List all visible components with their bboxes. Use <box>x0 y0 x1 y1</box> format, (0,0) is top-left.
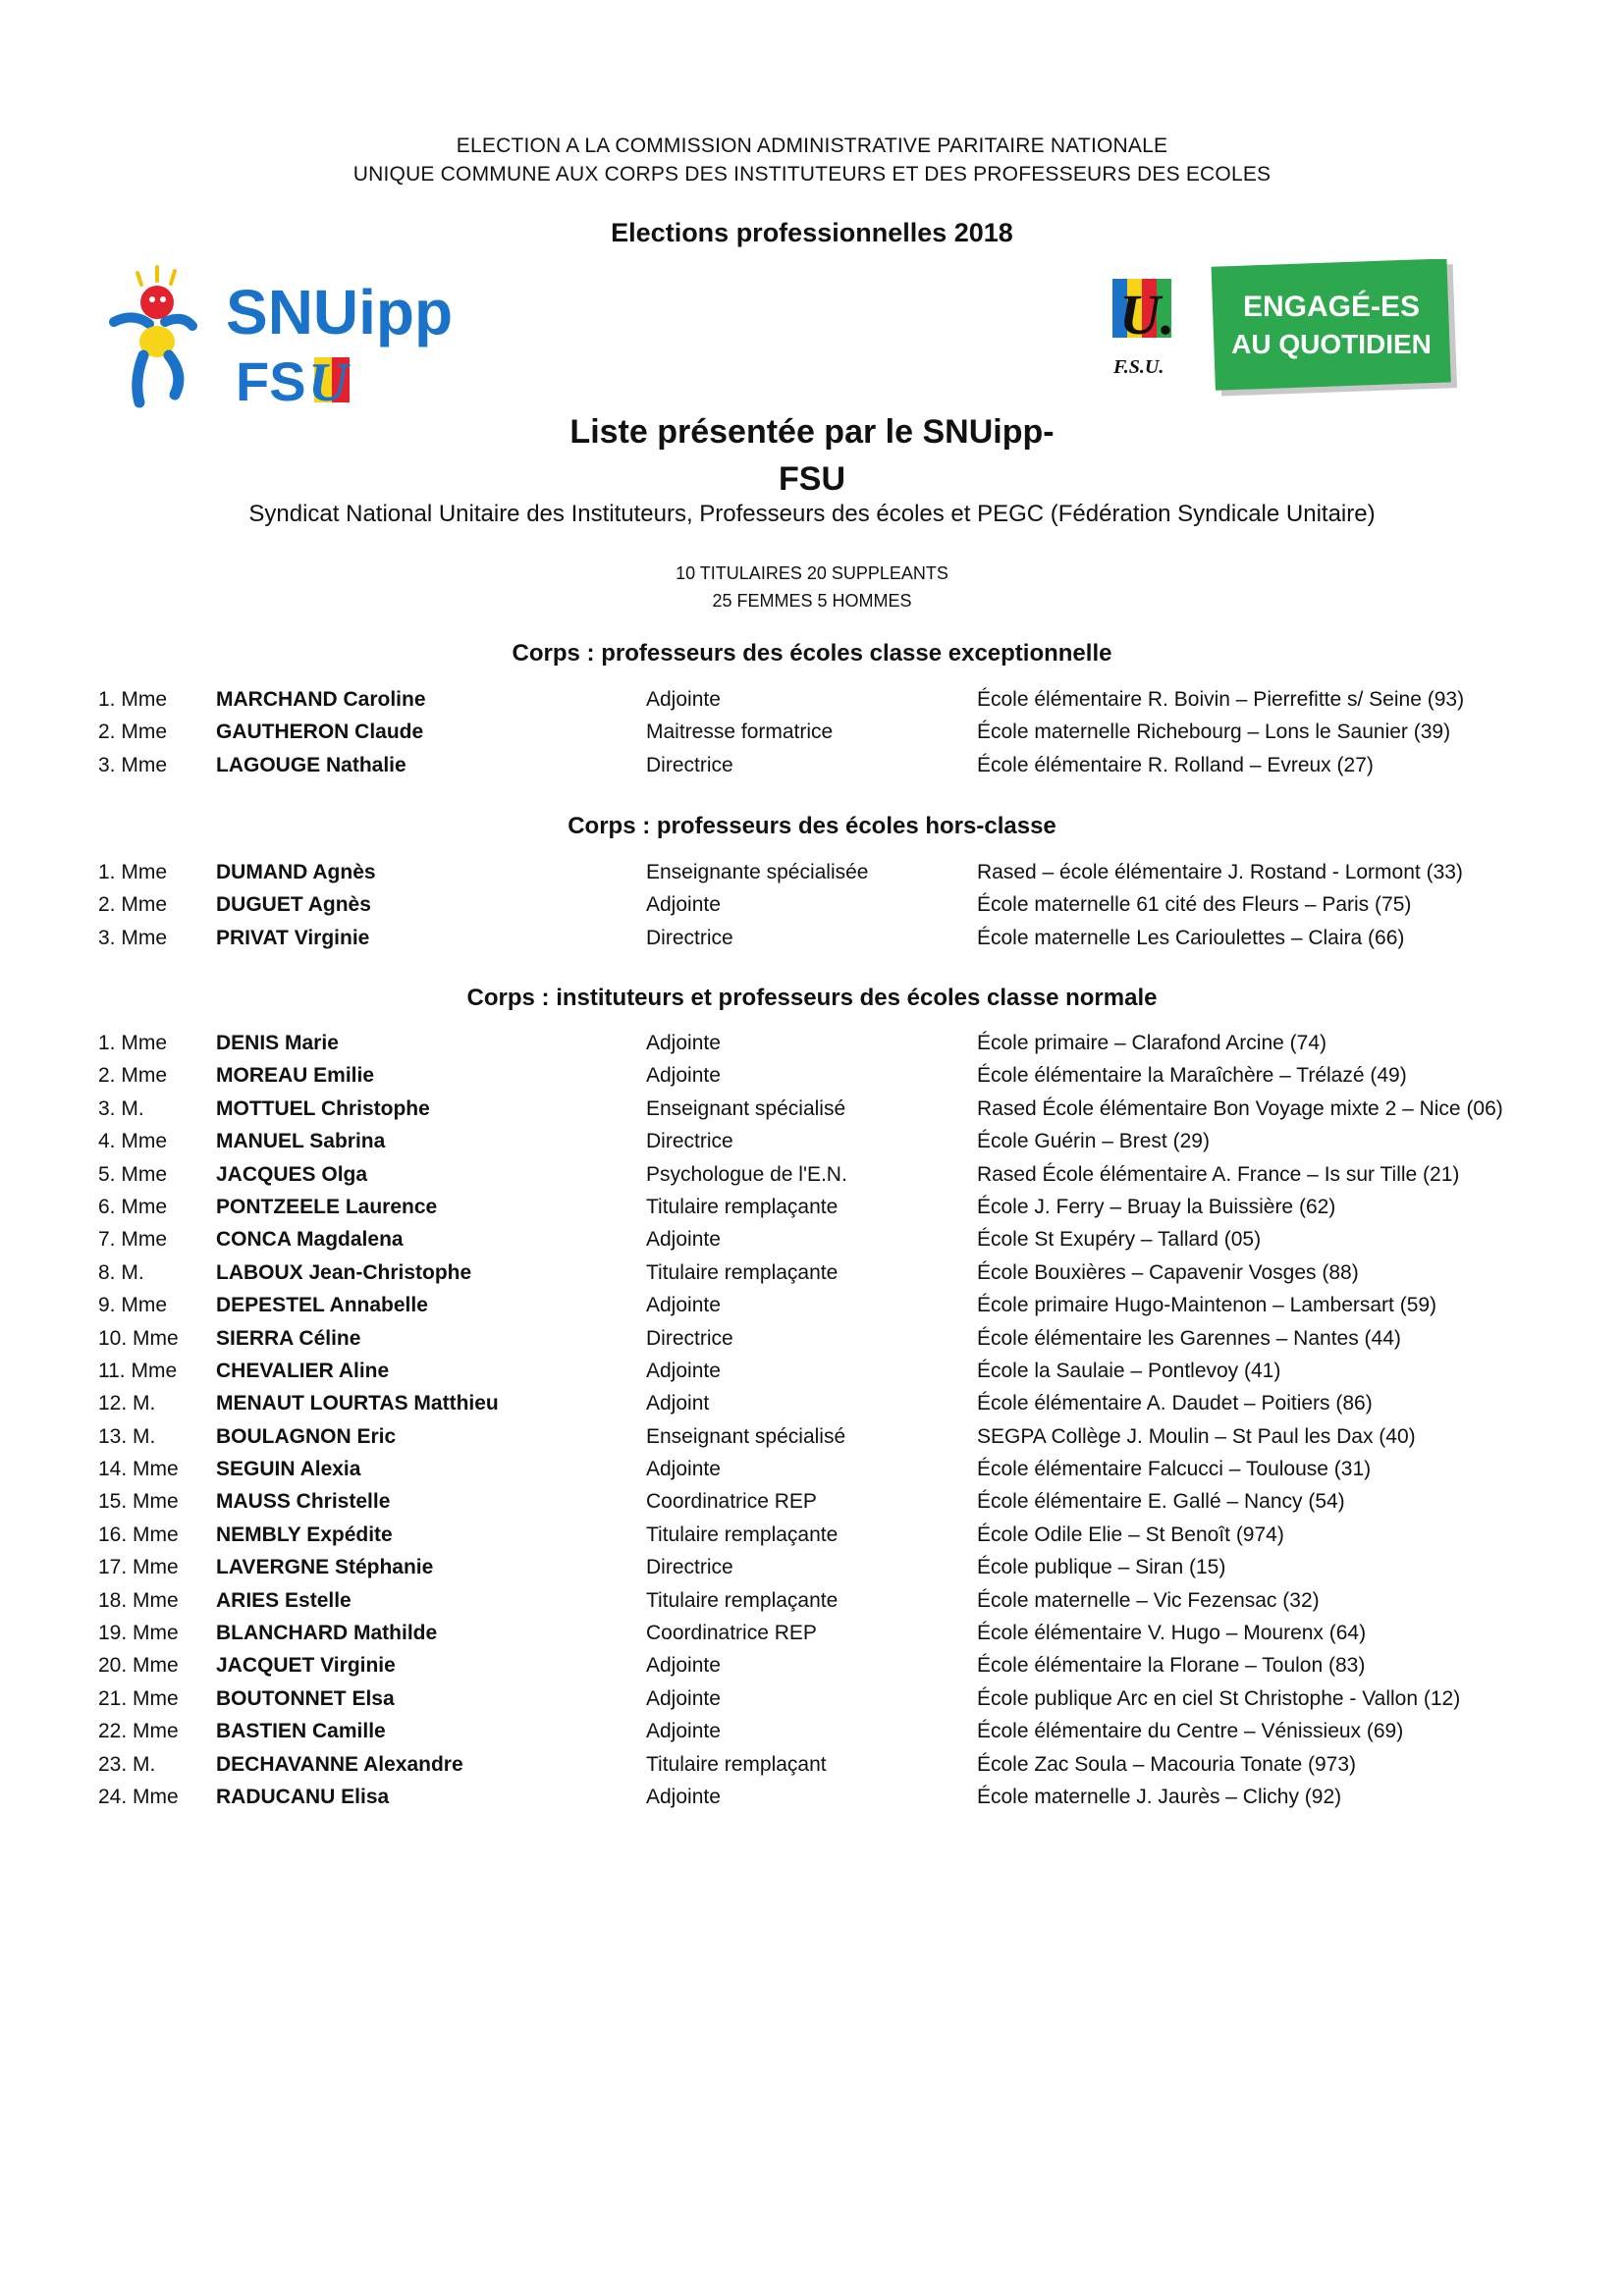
candidate-rank: 14. Mme <box>98 1458 179 1481</box>
candidate-role: Titulaire remplaçante <box>646 1195 839 1218</box>
candidate-rank: 7. Mme <box>98 1228 168 1252</box>
candidate-row <box>0 749 1624 781</box>
candidate-role: Directrice <box>646 1130 733 1153</box>
candidate-row <box>0 1289 1624 1321</box>
candidate-school: Rased École élémentaire A. France – Is sur Tille (21) <box>977 1162 1460 1186</box>
candidate-school: École élémentaire R. Boivin – Pierrefitte s/ Seine (93) <box>977 688 1465 711</box>
candidate-name: ARIES Estelle <box>216 1588 352 1612</box>
candidate-name: MOTTUEL Christophe <box>216 1096 430 1120</box>
svg-text:AU QUOTIDIEN: AU QUOTIDIEN <box>1231 329 1432 359</box>
candidate-row <box>0 1485 1624 1518</box>
candidate-name: NEMBLY Expédite <box>216 1522 393 1546</box>
candidate-role: Adjointe <box>646 1032 721 1054</box>
candidate-school: École Zac Soula – Macouria Tonate (973) <box>977 1752 1356 1776</box>
candidate-name: DEPESTEL Annabelle <box>216 1294 428 1317</box>
candidate-role: Adjointe <box>646 1458 721 1481</box>
candidate-role: Adjointe <box>646 1654 721 1678</box>
candidate-school: École primaire Hugo-Maintenon – Lambersart (59) <box>977 1294 1437 1317</box>
candidate-row <box>0 1519 1624 1551</box>
snuipp-mascot-icon <box>106 265 489 414</box>
candidate-row <box>0 1748 1624 1781</box>
candidate-row <box>0 1649 1624 1682</box>
candidate-role: Coordinatrice REP <box>646 1490 817 1514</box>
candidate-role: Enseignant spécialisé <box>646 1096 846 1120</box>
candidate-school: École Bouxières – Capavenir Vosges (88) <box>977 1260 1359 1284</box>
candidate-name: DUMAND Agnès <box>216 861 376 883</box>
candidate-name: LAGOUGE Nathalie <box>216 753 406 776</box>
candidate-school: École maternelle 61 cité des Fleurs – Paris (75) <box>977 893 1412 917</box>
section-title-exceptionnelle: Corps : professeurs des écoles classe exceptionnelle <box>512 640 1112 667</box>
candidate-role: Enseignante spécialisée <box>646 861 869 883</box>
candidate-rank: 4. Mme <box>98 1130 168 1153</box>
candidate-rank: 8. M. <box>98 1260 144 1284</box>
candidate-row <box>0 1781 1624 1813</box>
candidate-school: École publique Arc en ciel St Christophe - Vallon (12) <box>977 1686 1461 1710</box>
list-title-line2: FSU <box>779 460 845 498</box>
election-header-line1: ELECTION A LA COMMISSION ADMINISTRATIVE PARITAIRE NATIONALE <box>456 134 1168 157</box>
candidate-role: Adjointe <box>646 1064 721 1088</box>
candidate-row <box>0 922 1624 954</box>
candidate-school: École maternelle – Vic Fezensac (32) <box>977 1588 1320 1612</box>
candidate-school: École la Saulaie – Pontlevoy (41) <box>977 1359 1281 1382</box>
candidate-school: École maternelle J. Jaurès – Clichy (92) <box>977 1785 1342 1808</box>
candidate-name: MARCHAND Caroline <box>216 688 426 711</box>
candidate-role: Titulaire remplaçante <box>646 1260 839 1284</box>
candidate-name: BLANCHARD Mathilde <box>216 1622 438 1645</box>
candidate-name: DENIS Marie <box>216 1032 339 1054</box>
candidate-school: École primaire – Clarafond Arcine (74) <box>977 1032 1326 1054</box>
candidate-school: École élémentaire les Garennes – Nantes (44) <box>977 1326 1401 1350</box>
candidate-name: CHEVALIER Aline <box>216 1359 390 1382</box>
svg-text:U: U <box>308 352 349 413</box>
candidate-row <box>0 716 1624 748</box>
candidate-row <box>0 1387 1624 1419</box>
candidate-role: Adjointe <box>646 1686 721 1710</box>
candidate-name: MAUSS Christelle <box>216 1490 391 1514</box>
candidate-name: DUGUET Agnès <box>216 893 371 917</box>
candidate-row <box>0 1125 1624 1157</box>
candidate-row <box>0 1059 1624 1092</box>
candidate-school: Rased École élémentaire Bon Voyage mixte 2 – Nice (06) <box>977 1096 1503 1120</box>
svg-text:FS: FS <box>236 350 306 412</box>
union-name: Syndicat National Unitaire des Instituteurs, Professeurs des écoles et PEGC (Fédération Syndicale Unitaire) <box>248 501 1376 527</box>
candidate-school: École élémentaire Falcucci – Toulouse (31) <box>977 1458 1372 1481</box>
candidate-school: École élémentaire R. Rolland – Evreux (27) <box>977 753 1374 776</box>
candidate-rank: 3. Mme <box>98 926 168 949</box>
candidate-role: Directrice <box>646 926 733 949</box>
candidate-school: École maternelle Richebourg – Lons le Saunier (39) <box>977 721 1451 744</box>
candidate-name: PONTZEELE Laurence <box>216 1195 438 1218</box>
candidate-name: RADUCANU Elisa <box>216 1785 390 1808</box>
candidate-role: Coordinatrice REP <box>646 1622 817 1645</box>
candidate-name: MOREAU Emilie <box>216 1064 375 1088</box>
fsu-badge-icon <box>1110 259 1463 399</box>
candidate-name: BOULAGNON Eric <box>216 1424 397 1448</box>
candidate-row <box>0 1322 1624 1355</box>
elections-subtitle: Elections professionnelles 2018 <box>611 218 1013 247</box>
candidate-school: École Odile Elie – St Benoît (974) <box>977 1522 1284 1546</box>
candidate-name: BOUTONNET Elsa <box>216 1686 395 1710</box>
candidate-row <box>0 1453 1624 1485</box>
candidate-name: SIERRA Céline <box>216 1326 361 1350</box>
candidate-rank: 15. Mme <box>98 1490 179 1514</box>
candidate-rank: 10. Mme <box>98 1326 179 1350</box>
candidate-role: Enseignant spécialisé <box>646 1424 846 1448</box>
candidate-row <box>0 1093 1624 1125</box>
section-title-classe-normale: Corps : instituteurs et professeurs des écoles classe normale <box>466 985 1158 1011</box>
candidate-list-hors-classe <box>0 856 1624 954</box>
list-title-line1: Liste présentée par le SNUipp- <box>569 413 1055 451</box>
svg-text:F.S.U.: F.S.U. <box>1113 356 1164 378</box>
section-title-hors-classe: Corps : professeurs des écoles hors-classe <box>568 813 1056 839</box>
candidate-rank: 20. Mme <box>98 1654 179 1678</box>
candidate-name: SEGUIN Alexia <box>216 1458 361 1481</box>
candidate-rank: 17. Mme <box>98 1556 179 1579</box>
candidate-school: École élémentaire V. Hugo – Mourenx (64) <box>977 1622 1367 1645</box>
counts-gender: 25 FEMMES 5 HOMMES <box>712 591 912 611</box>
candidate-row <box>0 1027 1624 1059</box>
svg-text:U.: U. <box>1119 283 1175 347</box>
candidate-row <box>0 1682 1624 1715</box>
candidate-rank: 3. Mme <box>98 753 168 776</box>
counts-titulaires: 10 TITULAIRES 20 SUPPLEANTS <box>676 563 948 583</box>
candidate-role: Maitresse formatrice <box>646 721 834 744</box>
candidate-rank: 3. M. <box>98 1096 144 1120</box>
candidate-rank: 12. M. <box>98 1392 156 1415</box>
candidate-row <box>0 1551 1624 1583</box>
candidate-rank: 2. Mme <box>98 721 168 744</box>
candidate-name: CONCA Magdalena <box>216 1228 404 1252</box>
candidate-row <box>0 1256 1624 1289</box>
candidate-role: Adjointe <box>646 1720 721 1743</box>
candidate-role: Directrice <box>646 753 733 776</box>
candidate-role: Adjointe <box>646 1785 721 1808</box>
candidate-name: JACQUET Virginie <box>216 1654 396 1678</box>
candidate-role: Adjointe <box>646 688 721 711</box>
candidate-role: Adjointe <box>646 893 721 917</box>
candidate-role: Directrice <box>646 1556 733 1579</box>
candidate-role: Titulaire remplaçante <box>646 1588 839 1612</box>
candidate-list-exceptionnelle <box>0 683 1624 781</box>
candidate-rank: 9. Mme <box>98 1294 168 1317</box>
candidate-role: Adjointe <box>646 1294 721 1317</box>
candidate-rank: 1. Mme <box>98 861 168 883</box>
list-title <box>517 408 1107 503</box>
candidate-school: École élémentaire la Florane – Toulon (83) <box>977 1654 1366 1678</box>
candidate-rank: 1. Mme <box>98 1032 168 1054</box>
candidate-row <box>0 1617 1624 1649</box>
svg-text:ENGAGÉ-ES: ENGAGÉ-ES <box>1242 291 1421 323</box>
candidate-school: SEGPA Collège J. Moulin – St Paul les Dax (40) <box>977 1424 1416 1448</box>
candidate-name: DECHAVANNE Alexandre <box>216 1752 463 1776</box>
candidate-school: École élémentaire du Centre – Vénissieux (69) <box>977 1720 1404 1743</box>
candidate-row <box>0 683 1624 716</box>
candidate-rank: 13. M. <box>98 1424 156 1448</box>
candidate-school: École élémentaire la Maraîchère – Trélazé (49) <box>977 1064 1407 1088</box>
candidate-name: BASTIEN Camille <box>216 1720 386 1743</box>
svg-text:SNUipp: SNUipp <box>226 277 454 347</box>
candidate-role: Titulaire remplaçante <box>646 1522 839 1546</box>
candidate-name: LAVERGNE Stéphanie <box>216 1556 434 1579</box>
candidate-list-classe-normale <box>0 1027 1624 1813</box>
fsu-engagees-logo <box>1110 259 1463 399</box>
election-header-line2: UNIQUE COMMUNE AUX CORPS DES INSTITUTEURS ET DES PROFESSEURS DES ECOLES <box>352 163 1272 186</box>
candidate-rank: 16. Mme <box>98 1522 179 1546</box>
candidate-row <box>0 1420 1624 1453</box>
candidate-rank: 24. Mme <box>98 1785 179 1808</box>
candidate-row <box>0 888 1624 921</box>
candidate-row <box>0 1584 1624 1617</box>
candidate-name: MENAUT LOURTAS Matthieu <box>216 1392 499 1415</box>
candidate-role: Adjoint <box>646 1392 710 1415</box>
candidate-row <box>0 1191 1624 1223</box>
candidate-name: JACQUES Olga <box>216 1162 368 1186</box>
candidate-rank: 23. M. <box>98 1752 156 1776</box>
candidate-rank: 22. Mme <box>98 1720 179 1743</box>
candidate-rank: 21. Mme <box>98 1686 179 1710</box>
candidate-rank: 11. Mme <box>98 1359 178 1382</box>
candidate-school: École élémentaire E. Gallé – Nancy (54) <box>977 1490 1345 1514</box>
candidate-row <box>0 856 1624 888</box>
candidate-name: LABOUX Jean-Christophe <box>216 1260 472 1284</box>
candidate-rank: 1. Mme <box>98 688 168 711</box>
candidate-rank: 5. Mme <box>98 1162 168 1186</box>
candidate-school: École maternelle Les Carioulettes – Claira (66) <box>977 926 1405 949</box>
candidate-name: MANUEL Sabrina <box>216 1130 386 1153</box>
candidate-school: École Guérin – Brest (29) <box>977 1130 1210 1153</box>
candidate-rank: 2. Mme <box>98 1064 168 1088</box>
candidate-role: Directrice <box>646 1326 733 1350</box>
candidate-school: École élémentaire A. Daudet – Poitiers (86) <box>977 1392 1373 1415</box>
candidate-rank: 19. Mme <box>98 1622 179 1645</box>
candidate-row <box>0 1355 1624 1387</box>
candidate-name: PRIVAT Virginie <box>216 926 370 949</box>
snuipp-fsu-logo <box>106 265 489 414</box>
candidate-role: Adjointe <box>646 1228 721 1252</box>
candidate-role: Psychologue de l'E.N. <box>646 1162 847 1186</box>
candidate-school: Rased – école élémentaire J. Rostand - Lormont (33) <box>977 861 1463 883</box>
candidate-school: École St Exupéry – Tallard (05) <box>977 1228 1262 1252</box>
candidate-name: GAUTHERON Claude <box>216 721 424 744</box>
candidate-rank: 6. Mme <box>98 1195 168 1218</box>
candidate-row <box>0 1715 1624 1747</box>
candidate-rank: 2. Mme <box>98 893 168 917</box>
candidate-rank: 18. Mme <box>98 1588 179 1612</box>
candidate-row <box>0 1158 1624 1191</box>
candidate-role: Titulaire remplaçant <box>646 1752 827 1776</box>
candidate-school: École publique – Siran (15) <box>977 1556 1226 1579</box>
candidate-row <box>0 1223 1624 1255</box>
candidate-role: Adjointe <box>646 1359 721 1382</box>
candidate-school: École J. Ferry – Bruay la Buissière (62) <box>977 1195 1336 1218</box>
